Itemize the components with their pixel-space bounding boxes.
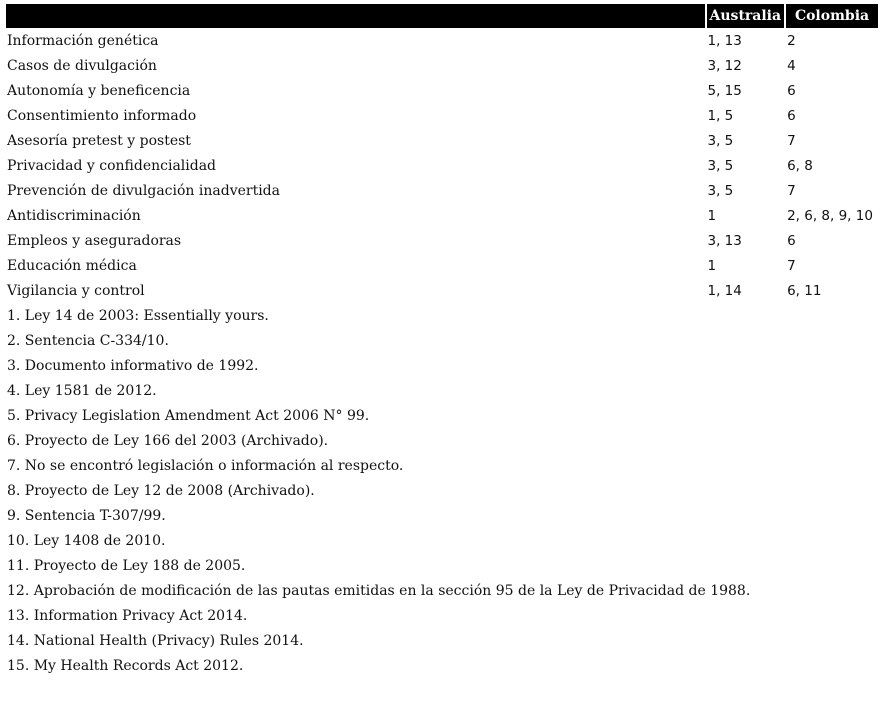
australia-cell: 3, 12	[707, 57, 742, 74]
table-header-row	[6, 4, 878, 28]
colombia-cell: 6	[787, 232, 796, 249]
colombia-cell: 6	[787, 82, 796, 99]
footnote-item: 1. Ley 14 de 2003: Essentially yours.	[7, 308, 269, 324]
colombia-cell: 6	[787, 107, 796, 124]
topic-cell: Prevención de divulgación inadvertida	[7, 182, 280, 199]
australia-cell: 3, 13	[707, 232, 742, 249]
table-row	[6, 78, 878, 103]
australia-cell: 3, 5	[707, 157, 734, 174]
colombia-cell: 2, 6, 8, 9, 10	[787, 207, 873, 224]
topic-cell: Vigilancia y control	[7, 282, 145, 299]
footnote-item: 13. Information Privacy Act 2014.	[7, 608, 248, 624]
header-colombia: Colombia	[786, 4, 878, 28]
colombia-cell: 6, 8	[787, 157, 813, 174]
australia-cell: 1	[707, 257, 717, 274]
footnote-item: 15. My Health Records Act 2012.	[7, 658, 244, 674]
header-topic	[6, 4, 705, 28]
table-row	[6, 153, 878, 178]
australia-cell: 1, 14	[707, 282, 742, 299]
table-row	[6, 103, 878, 128]
topic-cell: Consentimiento informado	[7, 107, 197, 124]
australia-cell: 1, 5	[707, 107, 734, 124]
topic-cell: Información genética	[7, 32, 159, 49]
colombia-cell: 7	[787, 132, 796, 149]
header-australia: Australia	[707, 4, 785, 28]
table-body	[6, 28, 878, 303]
table-row	[6, 228, 878, 253]
australia-cell: 5, 15	[707, 82, 742, 99]
colombia-cell: 2	[787, 32, 796, 49]
table-row	[6, 178, 878, 203]
footnote-item: 3. Documento informativo de 1992.	[7, 358, 259, 374]
table-row	[6, 53, 878, 78]
australia-cell: 1	[707, 207, 717, 224]
topic-cell: Autonomía y beneficencia	[7, 82, 191, 99]
footnote-item: 10. Ley 1408 de 2010.	[7, 533, 166, 549]
table-row	[6, 278, 878, 303]
australia-cell: 3, 5	[707, 132, 734, 149]
footnote-item: 12. Aprobación de modificación de las pautas emitidas en la sección 95 de la Ley de Privacidad de 1988.	[7, 583, 751, 599]
footnote-item: 8. Proyecto de Ley 12 de 2008 (Archivado).	[7, 483, 315, 499]
footnote-item: 9. Sentencia T-307/99.	[7, 508, 166, 524]
topic-cell: Antidiscriminación	[7, 207, 141, 224]
topic-cell: Asesoría pretest y postest	[7, 132, 191, 149]
colombia-cell: 6, 11	[787, 282, 822, 299]
footnote-item: 14. National Health (Privacy) Rules 2014.	[7, 633, 304, 649]
colombia-cell: 4	[787, 57, 796, 74]
footnote-item: 6. Proyecto de Ley 166 del 2003 (Archivado).	[7, 433, 329, 449]
australia-cell: 3, 5	[707, 182, 734, 199]
topic-cell: Empleos y aseguradoras	[7, 232, 182, 249]
table-row	[6, 203, 878, 228]
footnote-item: 11. Proyecto de Ley 188 de 2005.	[7, 558, 246, 574]
table-row	[6, 253, 878, 278]
footnotes-list	[7, 304, 750, 679]
legislation-table	[4, 4, 880, 303]
footnote-item: 2. Sentencia C-334/10.	[7, 333, 169, 349]
table-row	[6, 128, 878, 153]
topic-cell: Educación médica	[7, 257, 137, 274]
topic-cell: Privacidad y confidencialidad	[7, 157, 217, 174]
colombia-cell: 7	[787, 257, 796, 274]
footnote-item: 5. Privacy Legislation Amendment Act 2006 N° 99.	[7, 408, 370, 424]
footnote-item: 7. No se encontró legislación o información al respecto.	[7, 458, 404, 474]
topic-cell: Casos de divulgación	[7, 57, 157, 74]
footnote-item: 4. Ley 1581 de 2012.	[7, 383, 157, 399]
australia-cell: 1, 13	[707, 32, 742, 49]
table-row	[6, 28, 878, 53]
colombia-cell: 7	[787, 182, 796, 199]
